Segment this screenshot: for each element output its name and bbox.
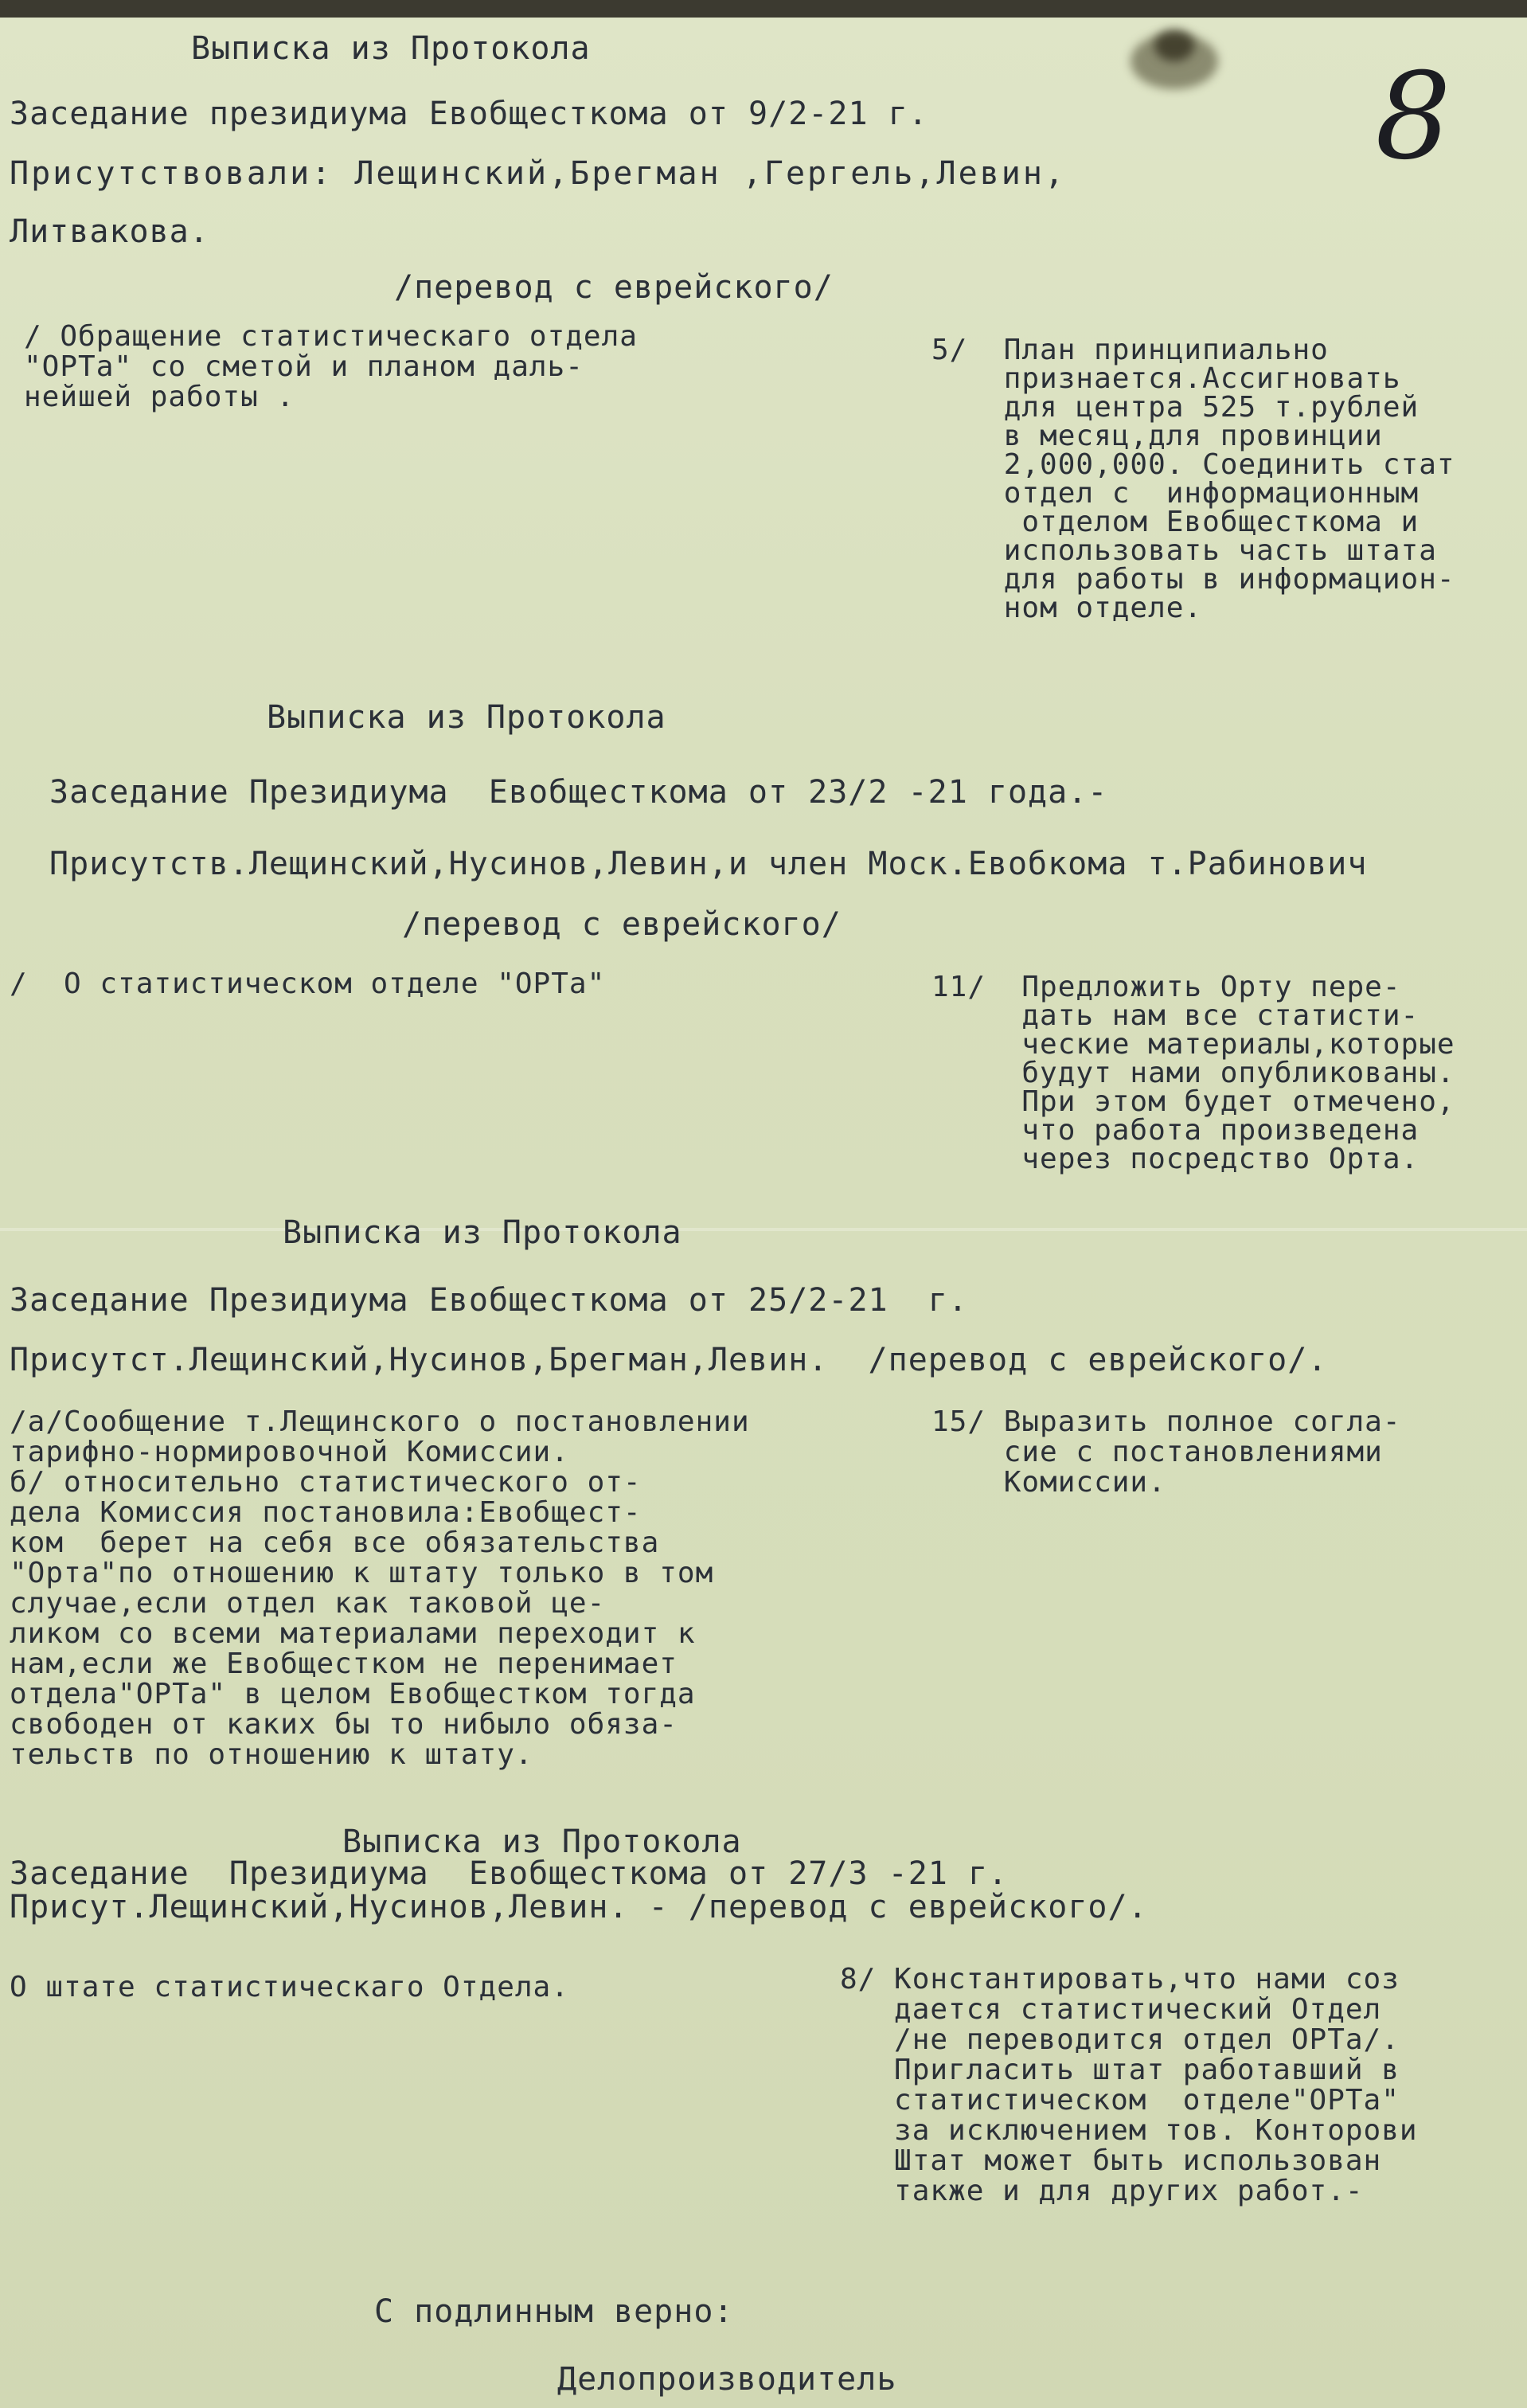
attendance-line: Присутствовали: Лещинский,Брегман ,Гергель,Левин, (10, 155, 1067, 192)
section-title: Выписка из Протокола (342, 1824, 742, 1860)
document-page (0, 18, 1527, 2408)
ink-stain (1154, 29, 1194, 61)
fold-line (0, 1228, 1527, 1231)
attendance-line: Присутст.Лещинский,Нусинов,Брегман,Левин. /перевод с еврейского/. (10, 1342, 1328, 1378)
resolution: 15/ Выразить полное согла- сие с постановлениями Комиссии. (931, 1405, 1401, 1499)
agenda-item: /а/Сообщение т.Лещинского о постановлении тарифно-нормировочной Комиссии. б/ относительно статистического от- дела Комиссия постановила:Евобщест- ком берет на себя все обязательства "Орта"по отношению к штату только в том случае,если отдел как таковой це- ликом со всеми материалами переходит к нам,если же Евобщестком не перенимает отдела"ОРТа" в целом Евобщестком тогда свободен от каких бы то нибыло обяза- тельств по отношению к штату. (10, 1405, 750, 1771)
page-number: 8 (1375, 48, 1451, 186)
attendance-line: Присутств.Лещинский,Нусинов,Левин,и член Моск.Евобкома т.Рабинович (49, 846, 1368, 882)
translation-note: /перевод с еврейского/ (402, 906, 842, 943)
meeting-line: Заседание президиума Евобщесткома от 9/2-21 г. (10, 96, 928, 132)
signature-title: Делопроизводитель (557, 2361, 897, 2398)
agenda-item: / О статистическом отделе "ОРТа" (10, 968, 606, 1000)
certification-line: С подлинным верно: (374, 2293, 734, 2330)
attendance-line-cont: Литвакова. (10, 213, 209, 250)
attendance-line: Присут.Лещинский,Нусинов,Левин. - /перевод с еврейского/. (10, 1889, 1148, 1925)
resolution: 8/ Константировать,что нами соз дается статистический Отдел /не переводится отдел ОРТа/. Пригласить штат работавший в статистическом отделе"ОРТа" за исключением тов. Конторови Штат может быть использован также и для других работ.- (840, 1963, 1418, 2207)
meeting-line: Заседание Президиума Евобщесткома от 23/2 -21 года.- (49, 774, 1108, 811)
meeting-line: Заседание Президиума Евобщесткома от 27/3 -21 г. (10, 1855, 1009, 1892)
translation-note: /перевод с еврейского/ (394, 269, 834, 306)
agenda-item: / Обращение статистическаго отдела "ОРТа" со сметой и планом даль- нейшей работы . (24, 320, 638, 413)
resolution: 11/ Предложить Орту пере- дать нам все статисти- ческие материалы,которые будут нами опубликованы. При этом будет отмечено, что работа произведена через посредство Орта. (931, 971, 1455, 1175)
top-edge (0, 0, 1527, 18)
agenda-item: О штате статистическаго Отдела. (10, 1971, 569, 2003)
section-title: Выписка из Протокола (191, 30, 591, 67)
resolution: 5/ План принципиально признается.Ассигновать для центра 525 т.рублей в месяц,для провинции 2,000,000. Соединить стат отдел с информационным отделом Евобщесткома и использовать часть штата для работы в информацион- ном отделе. (931, 334, 1455, 624)
section-title: Выписка из Протокола (283, 1214, 682, 1251)
section-title: Выписка из Протокола (267, 699, 666, 736)
meeting-line: Заседание Президиума Евобщесткома от 25/2-21 г. (10, 1282, 968, 1319)
